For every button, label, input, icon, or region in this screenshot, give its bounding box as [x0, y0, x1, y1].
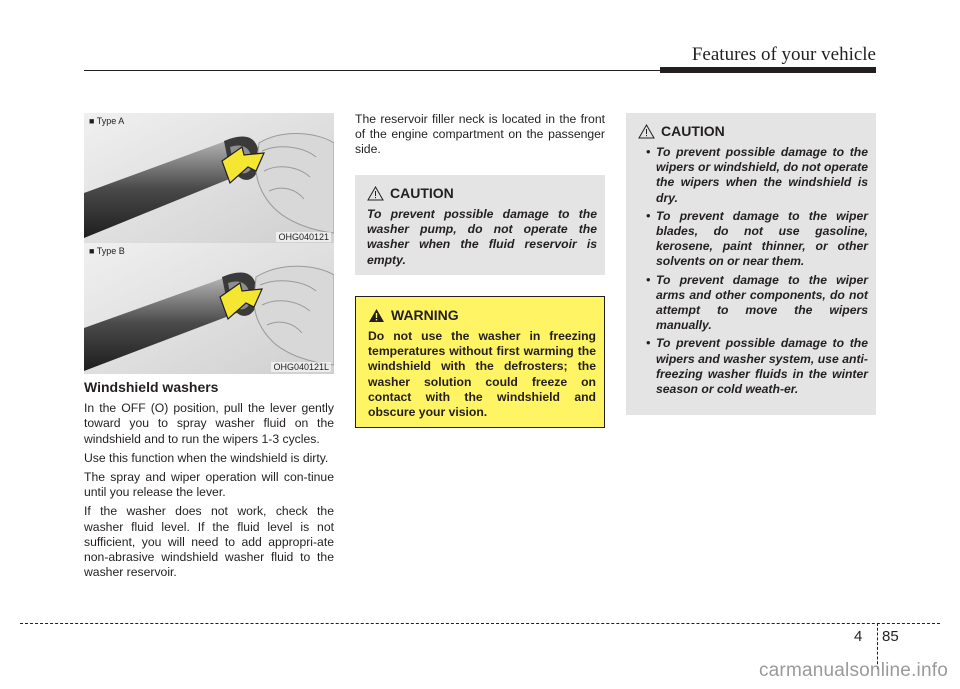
caution-list: [638, 145, 868, 397]
reservoir-location-text: The reservoir filler neck is located in the front of the engine compartment on the passenger side.: [355, 112, 605, 157]
paragraph: The spray and wiper operation will con-tinue until you release the lever.: [84, 470, 334, 500]
figure-type-b: [84, 243, 334, 374]
paragraph: If the washer does not work, check the washer fluid level. If the fluid level is not sufficient, you will need to add appropri-ate non-abrasive windshield washer fluid to the washer reservoir.: [84, 504, 334, 580]
caution-label: CAUTION: [661, 123, 725, 139]
warning-label: WARNING: [391, 307, 459, 323]
header-rule-accent: [660, 67, 876, 73]
list-item: • To prevent possible damage to the wipers or windshield, do not operate the wipers when the windshield is dry.: [646, 145, 868, 205]
wiper-lever-illustration: [84, 243, 334, 374]
windshield-washers-section: [84, 380, 334, 584]
warning-text: Do not use the washer in freezing temperatures without first warming the windshield with the defrosters; the washer solution could freeze on contact with the windshield and obscure your vision.: [368, 329, 596, 420]
caution-text: To prevent possible damage to the washer pump, do not operate the washer when the fluid reservoir is empty.: [367, 207, 597, 267]
chapter-number: 4: [854, 628, 863, 645]
paragraph: Use this function when the windshield is dirty.: [84, 450, 329, 465]
header-title: Features of your vehicle: [691, 44, 876, 65]
caution-box-pump: [355, 175, 605, 275]
figure-type-label: ■ Type A: [89, 116, 125, 126]
figure-type-a: [84, 113, 334, 244]
list-item: • To prevent damage to the wiper blades, do not use gasoline, kerosene, paint thinner, or other solvents on or near them.: [646, 208, 868, 269]
watermark: carmanualsonline.info: [758, 660, 948, 681]
footer-rule: [20, 623, 940, 624]
list-item: • To prevent damage to the wiper arms and other components, do not attempt to move the wipers manually.: [646, 272, 868, 333]
caution-box-wipers: [626, 113, 876, 415]
figure-code: OHG040121L: [273, 362, 329, 372]
caution-triangle-icon: [367, 186, 384, 201]
figure-type-label: ■ Type B: [89, 246, 125, 256]
warning-box-freezing: [355, 296, 605, 428]
section-heading: Windshield washers: [84, 379, 219, 395]
paragraph: In the OFF (O) position, pull the lever gently toward you to spray washer fluid on the windshield and to run the wipers 1-3 cycles.: [84, 401, 334, 446]
caution-label: CAUTION: [390, 185, 454, 201]
caution-triangle-icon: [638, 124, 655, 139]
list-item: • To prevent possible damage to the wipers and washer system, use anti-freezing washer fluids in the winter season or cold weath-er.: [646, 336, 868, 397]
figure-code: OHG040121: [278, 232, 329, 242]
wiper-lever-illustration: [84, 113, 334, 244]
warning-triangle-icon: [368, 308, 385, 323]
page-number: 85: [882, 628, 899, 645]
